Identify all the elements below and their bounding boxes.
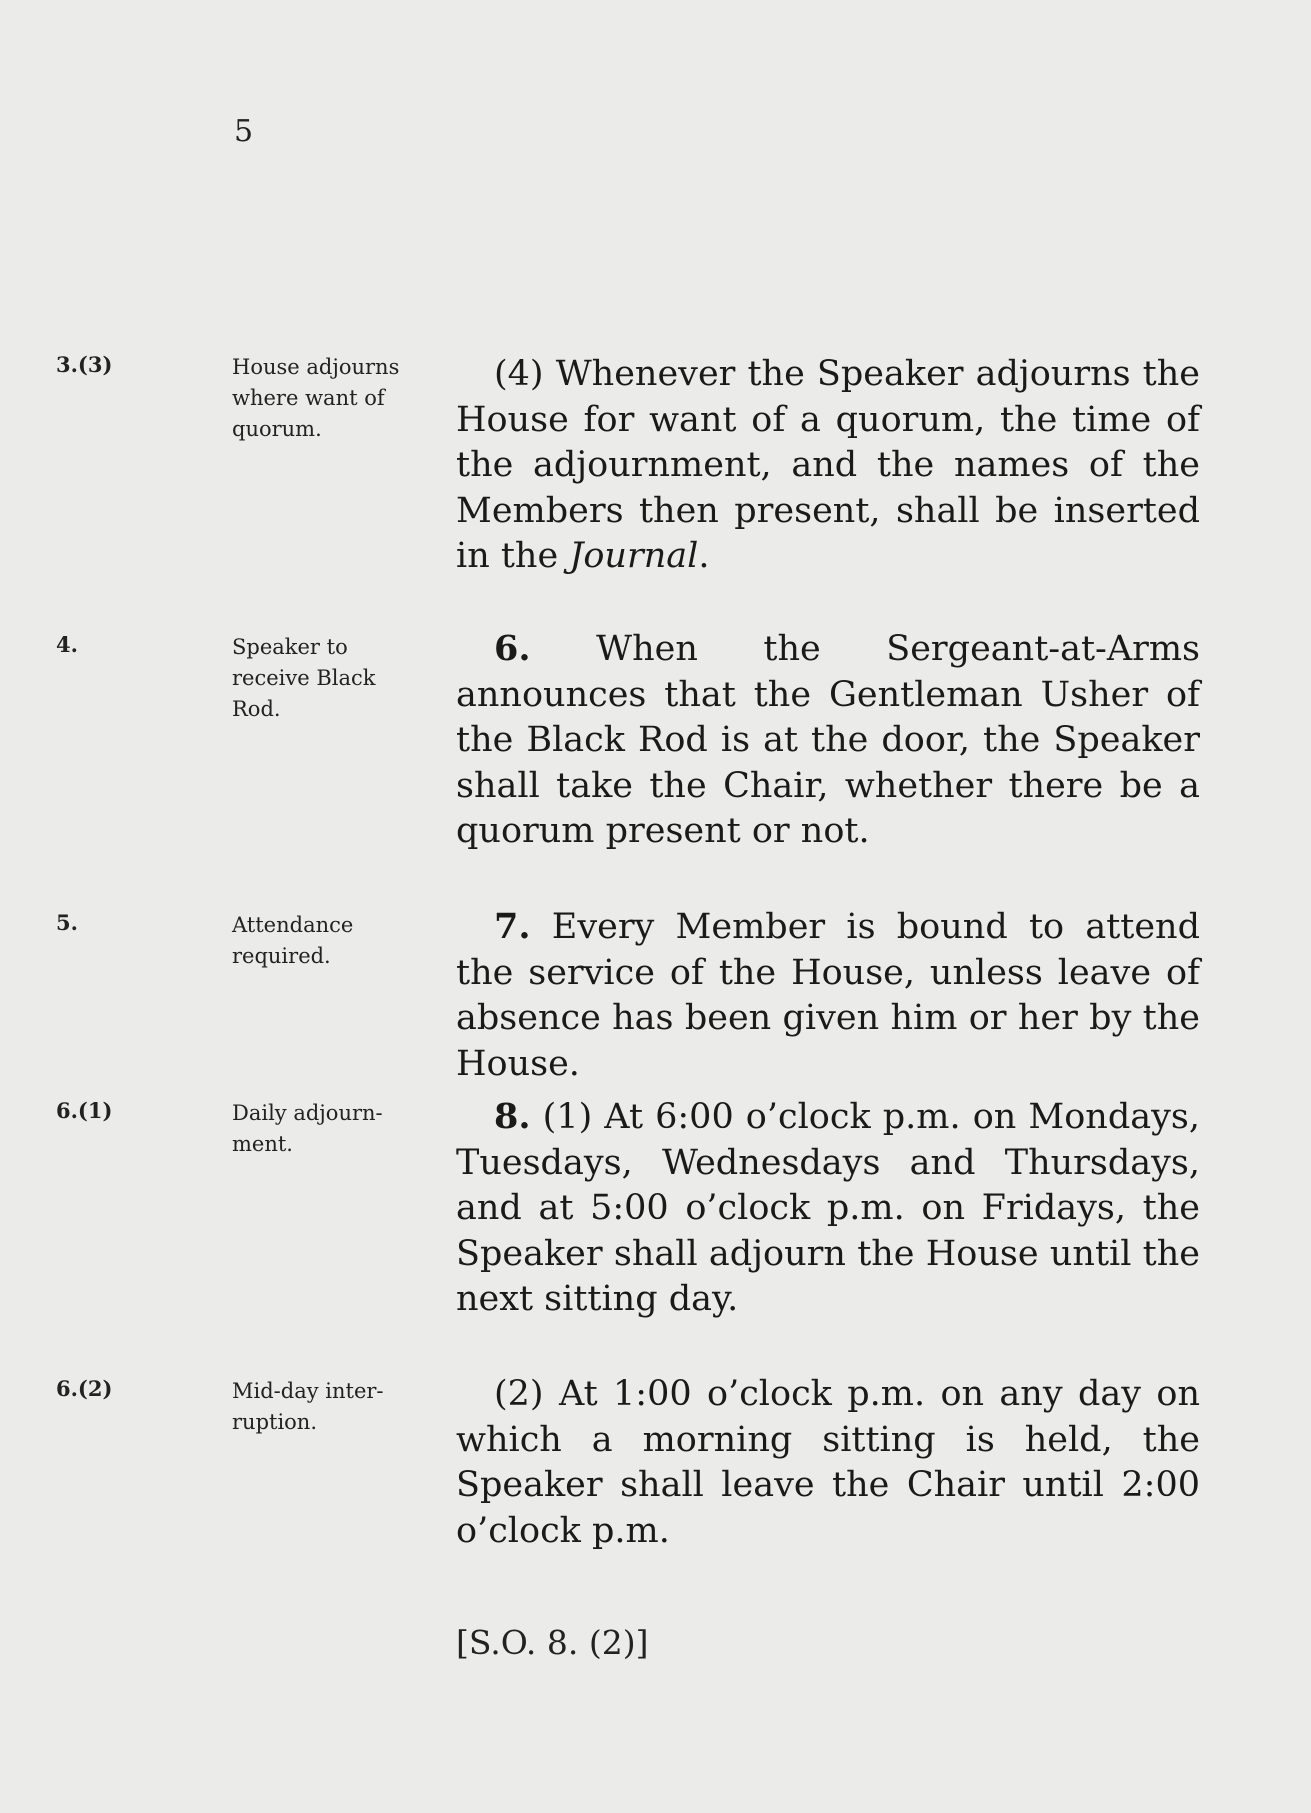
paragraph-italic-text: Journal <box>569 536 699 576</box>
margin-note: House adjourns where want of quorum. <box>232 355 400 441</box>
paragraph-text-end: . <box>698 536 710 576</box>
paragraph <box>456 352 1200 580</box>
paragraph-number: (4) <box>494 354 544 394</box>
paragraph-number: 6. <box>494 628 531 669</box>
paragraph <box>456 904 1200 1087</box>
paragraph-text: Whenever the Speaker adjourns the House for want of a quorum, the time of the adjournment, and the names of the Members then present, shall be inserted in the <box>456 354 1200 576</box>
margin-reference: 4. <box>56 632 78 657</box>
margin-reference: 6.(1) <box>56 1098 113 1123</box>
paragraph <box>456 1372 1200 1554</box>
margin-note: Daily adjourn-ment. <box>232 1101 383 1156</box>
margin-note: Mid-day inter-ruption. <box>232 1379 384 1434</box>
paragraph <box>456 1094 1200 1323</box>
citation-reference: [S.O. 8. (2)] <box>456 1623 649 1662</box>
paragraph-number: 8. <box>494 1096 531 1137</box>
paragraph-text: At 1:00 o’clock p.m. on any day on which a morning sitting is held, the Speaker shall leave the Chair until 2:00 o’clock p.m. <box>456 1374 1200 1551</box>
paragraph-number: (2) <box>494 1374 544 1414</box>
paragraph-text: When the Sergeant-at-Arms announces that the Gentleman Usher of the Black Rod is at the door, the Speaker shall take the Chair, whether there be a quorum present or not. <box>456 629 1200 851</box>
margin-reference: 5. <box>56 910 78 935</box>
page-number: 5 <box>234 114 254 149</box>
margin-reference: 3.(3) <box>56 352 113 377</box>
margin-note: Speaker to receive Black Rod. <box>232 635 376 721</box>
margin-note: Attendance required. <box>232 913 354 968</box>
paragraph-text: Every Member is bound to attend the service of the House, unless leave of absence has been given him or her by the House. <box>456 907 1200 1084</box>
paragraph-text: (1) At 6:00 o’clock p.m. on Mondays, Tuesdays, Wednesdays and Thursdays, and at 5:00 o’clock p.m. on Fridays, the Speaker shall adjourn the House until the next sitting day. <box>456 1097 1200 1319</box>
paragraph <box>456 626 1200 855</box>
margin-reference: 6.(2) <box>56 1376 113 1401</box>
paragraph-number: 7. <box>494 906 531 947</box>
